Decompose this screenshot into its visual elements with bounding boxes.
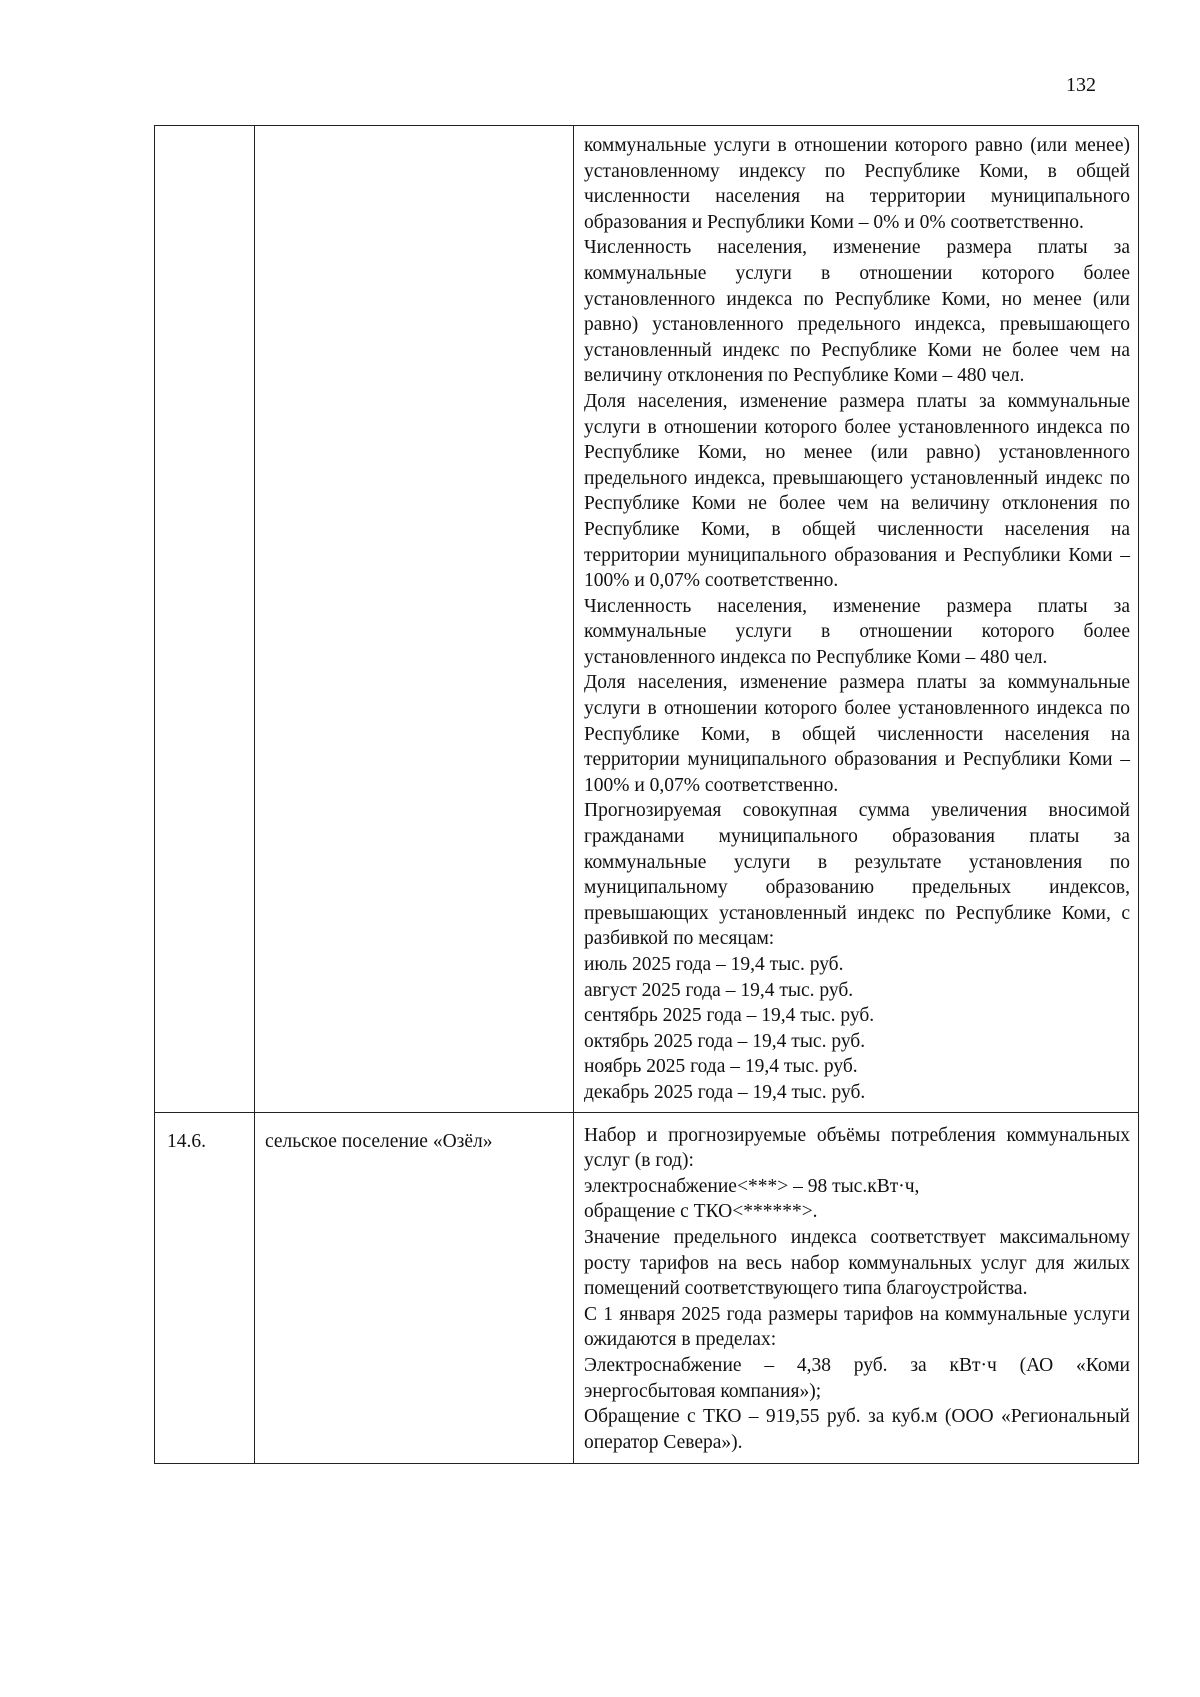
service-line: электроснабжение<***> – 98 тыс.кВт·ч,	[584, 1175, 920, 1197]
service-line: обращение с ТКО<******>.	[584, 1201, 818, 1223]
cell-number: 14.6.	[155, 1112, 255, 1464]
paragraph: Значение предельного индекса соответствует максимальному росту тарифов на весь набор коммунальных услуг для жилых помещений соответствующего типа благоустройства.	[584, 1226, 1130, 1300]
table-row-continuation	[155, 126, 1139, 1113]
paragraph: коммунальные услуги в отношении которого равно (или менее) установленному индексу по Республике Коми, в общей численности населения на территории муниципального образования и Республики Коми – 0% и 0% соответственно.	[584, 135, 1130, 233]
paragraph: Численность населения, изменение размера платы за коммунальные услуги в отношении которого более установленного индекса по Республике Коми, но менее (или равно) установленного предельного индекса, превышающего установленный индекс по Республике Коми не более чем на величину отклонения по Республике Коми – 480 чел.	[584, 237, 1130, 387]
month-line: ноябрь 2025 года – 19,4 тыс. руб.	[584, 1056, 858, 1078]
page-number: 132	[1066, 74, 1096, 96]
paragraph: Численность населения, изменение размера платы за коммунальные услуги в отношении которого более установленного индекса по Республике Коми – 480 чел.	[584, 595, 1130, 668]
cell-municipality: сельское поселение «Озёл»	[255, 1112, 574, 1464]
data-table	[154, 125, 1139, 1464]
paragraph: Электроснабжение – 4,38 руб. за кВт·ч (АО «Коми энергосбытовая компания»);	[584, 1354, 1130, 1402]
paragraph: С 1 января 2025 года размеры тарифов на коммунальные услуги ожидаются в пределах:	[584, 1303, 1130, 1351]
paragraph: Прогнозируемая совокупная сумма увеличения вносимой гражданами муниципального образования платы за коммунальные услуги в результате установления по муниципальному образованию предельных индексов, превышающих установленный индекс по Республике Коми, с разбивкой по месяцам:	[584, 800, 1130, 950]
cell-number	[155, 126, 255, 1113]
paragraph: Доля населения, изменение размера платы за коммунальные услуги в отношении которого более установленного индекса по Республике Коми, в общей численности населения на территории муниципального образования и Республики Коми – 100% и 0,07% соответственно.	[584, 672, 1130, 796]
month-line: сентябрь 2025 года – 19,4 тыс. руб.	[584, 1005, 875, 1027]
cell-municipality	[255, 126, 574, 1113]
month-line: октябрь 2025 года – 19,4 тыс. руб.	[584, 1030, 866, 1052]
paragraph: Доля населения, изменение размера платы за коммунальные услуги в отношении которого более установленного индекса по Республике Коми, но менее (или равно) установленного предельного индекса, превышающего установленный индекс по Республике Коми не более чем на величину отклонения по Республике Коми, в общей численности населения на территории муниципального образования и Республики Коми – 100% и 0,07% соответственно.	[584, 390, 1130, 592]
paragraph: Обращение с ТКО – 919,55 руб. за куб.м (ООО «Региональный оператор Севера»).	[584, 1406, 1130, 1453]
month-line: август 2025 года – 19,4 тыс. руб.	[584, 979, 854, 1001]
cell-description	[574, 126, 1139, 1113]
month-line: июль 2025 года – 19,4 тыс. руб.	[584, 954, 844, 975]
cell-description	[574, 1112, 1139, 1464]
table-row-14-6	[155, 1112, 1139, 1464]
month-line: декабрь 2025 года – 19,4 тыс. руб.	[584, 1081, 866, 1103]
paragraph: Набор и прогнозируемые объёмы потребления коммунальных услуг (в год):	[584, 1124, 1130, 1172]
